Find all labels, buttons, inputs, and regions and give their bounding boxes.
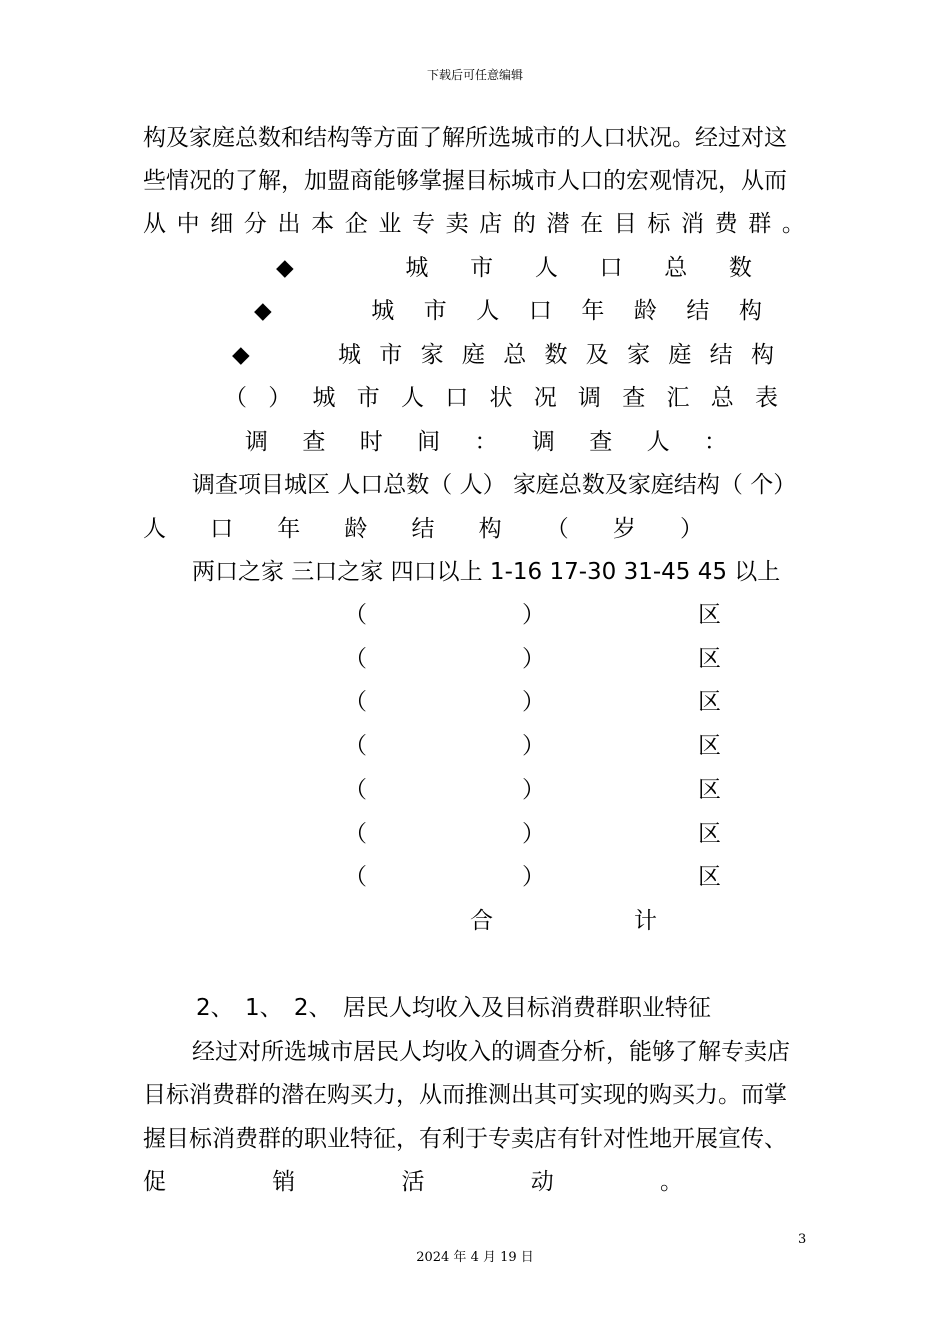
para1-char: 分 <box>243 211 267 237</box>
table-title-char: 查 <box>622 385 646 411</box>
survey-meta-char: 查 <box>589 429 613 455</box>
survey-meta-char: ： <box>704 429 727 455</box>
bullet-char: 结 <box>709 342 733 368</box>
para2-line1: 经过对所选城市居民人均收入的调查分析，能够了解专卖店 <box>192 1039 790 1065</box>
survey-meta-char: 调 <box>245 429 268 455</box>
bullet-char: 家 <box>627 342 651 368</box>
survey-meta <box>245 427 727 457</box>
bullet-char: 构 <box>750 342 774 368</box>
survey-meta-char: 调 <box>531 429 555 455</box>
bullet-char: 人 <box>534 255 558 281</box>
survey-meta-char: 人 <box>646 429 670 455</box>
total-label-a: 合 <box>470 908 493 934</box>
bullet-char: 总 <box>664 255 688 281</box>
district-row <box>0 644 950 674</box>
table-title-char: 状 <box>489 385 513 411</box>
bullet-char: 口 <box>528 298 552 324</box>
para1-char: 潜 <box>546 211 570 237</box>
district-label: 区 <box>698 689 721 716</box>
bullet-char: 庭 <box>668 342 692 368</box>
survey-meta-char: ： <box>474 429 498 455</box>
para2-char: 活 <box>401 1169 425 1195</box>
district-open: （ <box>344 733 367 760</box>
bullet-char: 城 <box>405 255 429 281</box>
para1-char: 出 <box>277 211 301 237</box>
district-close: ） <box>522 776 545 803</box>
district-open: （ <box>344 645 367 672</box>
survey-meta-char: 查 <box>302 429 326 455</box>
diamond-bullet-icon: ◆ <box>254 298 272 324</box>
district-label: 区 <box>698 602 721 628</box>
bullet-char: 城 <box>338 342 361 368</box>
age-row-char: ） <box>680 516 703 542</box>
bullet-char: 年 <box>581 298 605 324</box>
age-row-char: 人 <box>143 516 166 542</box>
district-label: 区 <box>698 776 721 803</box>
age-row-char: 构 <box>478 516 502 542</box>
table-title-char: 总 <box>710 385 734 411</box>
district-row <box>0 775 950 805</box>
total-row <box>0 906 950 936</box>
table-title-char: 市 <box>356 385 380 411</box>
total-label-b: 计 <box>634 908 657 934</box>
bullet-total-population <box>276 253 752 283</box>
bullet-char: 数 <box>728 255 752 281</box>
para2-char: 。 <box>660 1169 683 1195</box>
district-row <box>0 819 950 849</box>
table-title-char: ） <box>268 385 292 411</box>
para1-char: 费 <box>714 211 738 237</box>
table-columns-row: 两口之家 三口之家 四口以上 1-16 17-30 31-45 45 以上 <box>192 559 781 585</box>
district-open: （ <box>344 820 367 847</box>
district-label: 区 <box>698 820 721 847</box>
section-heading: 2、 1、 2、 居民人均收入及目标消费群职业特征 <box>196 995 711 1021</box>
bullet-char: 人 <box>476 298 500 324</box>
para1-char: 从 <box>143 211 166 237</box>
para1-char: 在 <box>580 211 604 237</box>
table-title-char: （ <box>224 385 247 411</box>
district-close: ） <box>522 733 545 760</box>
bullet-char: 家 <box>420 342 444 368</box>
table-title-char: 汇 <box>666 385 690 411</box>
page-number: 3 <box>798 1232 807 1247</box>
para1-char: 群 <box>748 211 772 237</box>
diamond-bullet-icon: ◆ <box>276 255 294 281</box>
bullet-char: 构 <box>738 298 762 324</box>
district-close: ） <box>522 689 545 716</box>
para1-char: 企 <box>344 211 368 237</box>
bullet-char: 数 <box>544 342 568 368</box>
table-title-char: 调 <box>578 385 601 411</box>
age-row-char: 结 <box>411 516 435 542</box>
para2-line4 <box>143 1167 683 1197</box>
bullet-char: 总 <box>503 342 527 368</box>
bullet-age-structure <box>254 296 762 326</box>
district-open: （ <box>344 864 367 891</box>
bullet-char: 及 <box>585 342 609 368</box>
bullet-char: 结 <box>686 298 710 324</box>
district-label: 区 <box>698 733 721 760</box>
district-row <box>0 687 950 717</box>
para1-char: 专 <box>412 211 435 237</box>
para2-line3: 握目标消费群的职业特征，有利于专卖店有针对性地开展宣传、 <box>143 1126 787 1152</box>
para1-char: 本 <box>311 211 335 237</box>
para2-char: 动 <box>530 1169 554 1195</box>
para1-char: 业 <box>378 211 402 237</box>
bullet-char: 城 <box>371 298 395 324</box>
district-close: ） <box>522 864 545 891</box>
para2-line2: 目标消费群的潜在购买力，从而推测出其可实现的购买力。而掌 <box>143 1082 787 1108</box>
district-close: ） <box>522 820 545 847</box>
survey-meta-char: 间 <box>417 429 441 455</box>
table-title <box>224 383 778 413</box>
district-open: （ <box>344 602 367 628</box>
diamond-bullet-icon: ◆ <box>232 342 250 368</box>
para1-char: 卖 <box>445 211 469 237</box>
district-close: ） <box>522 602 545 628</box>
para1-char: 。 <box>781 211 805 237</box>
para1-char: 的 <box>512 211 536 237</box>
para2-char: 促 <box>143 1169 166 1195</box>
bullet-household-structure <box>232 340 774 370</box>
table-header-row: 调查项目城区 人口总数（ 人） 家庭总数及家庭结构（ 个） <box>192 472 797 498</box>
para1-char: 标 <box>647 211 671 237</box>
table-title-char: 口 <box>445 385 469 411</box>
district-open: （ <box>344 689 367 716</box>
district-close: ） <box>522 645 545 672</box>
district-label: 区 <box>698 864 721 891</box>
district-row <box>0 600 950 630</box>
survey-meta-char: 时 <box>359 429 383 455</box>
age-row-char: 龄 <box>344 516 368 542</box>
district-label: 区 <box>698 645 721 672</box>
age-row-char: 口 <box>210 516 234 542</box>
age-row-char: （ <box>545 516 569 542</box>
table-title-char: 表 <box>755 385 778 411</box>
footer-date: 2024 年 4 月 19 日 <box>416 1250 534 1265</box>
para1-char: 目 <box>613 211 637 237</box>
para1-line3 <box>143 209 805 239</box>
para1-char: 中 <box>176 211 200 237</box>
age-row-char: 年 <box>277 516 301 542</box>
age-structure-row <box>143 514 703 544</box>
table-title-char: 城 <box>312 385 336 411</box>
para1-char: 店 <box>479 211 503 237</box>
district-row <box>0 862 950 892</box>
para2-char: 销 <box>272 1169 296 1195</box>
table-title-char: 况 <box>533 385 557 411</box>
bullet-char: 市 <box>470 255 494 281</box>
page-header: 下载后可任意编辑 <box>426 68 523 82</box>
para1-line2: 些情况的了解，加盟商能够掌握目标城市人口的宏观情况，从而 <box>143 168 787 194</box>
district-open: （ <box>344 776 367 803</box>
bullet-char: 市 <box>423 298 447 324</box>
bullet-char: 口 <box>599 255 623 281</box>
age-row-char: 岁 <box>612 516 636 542</box>
para1-char: 细 <box>210 211 234 237</box>
bullet-char: 龄 <box>633 298 657 324</box>
bullet-char: 市 <box>379 342 403 368</box>
para1-char: 消 <box>681 211 704 237</box>
bullet-char: 庭 <box>461 342 485 368</box>
table-title-char: 人 <box>401 385 424 411</box>
para1-line1: 构及家庭总数和结构等方面了解所选城市的人口状况。经过对这 <box>143 125 787 151</box>
district-row <box>0 731 950 761</box>
